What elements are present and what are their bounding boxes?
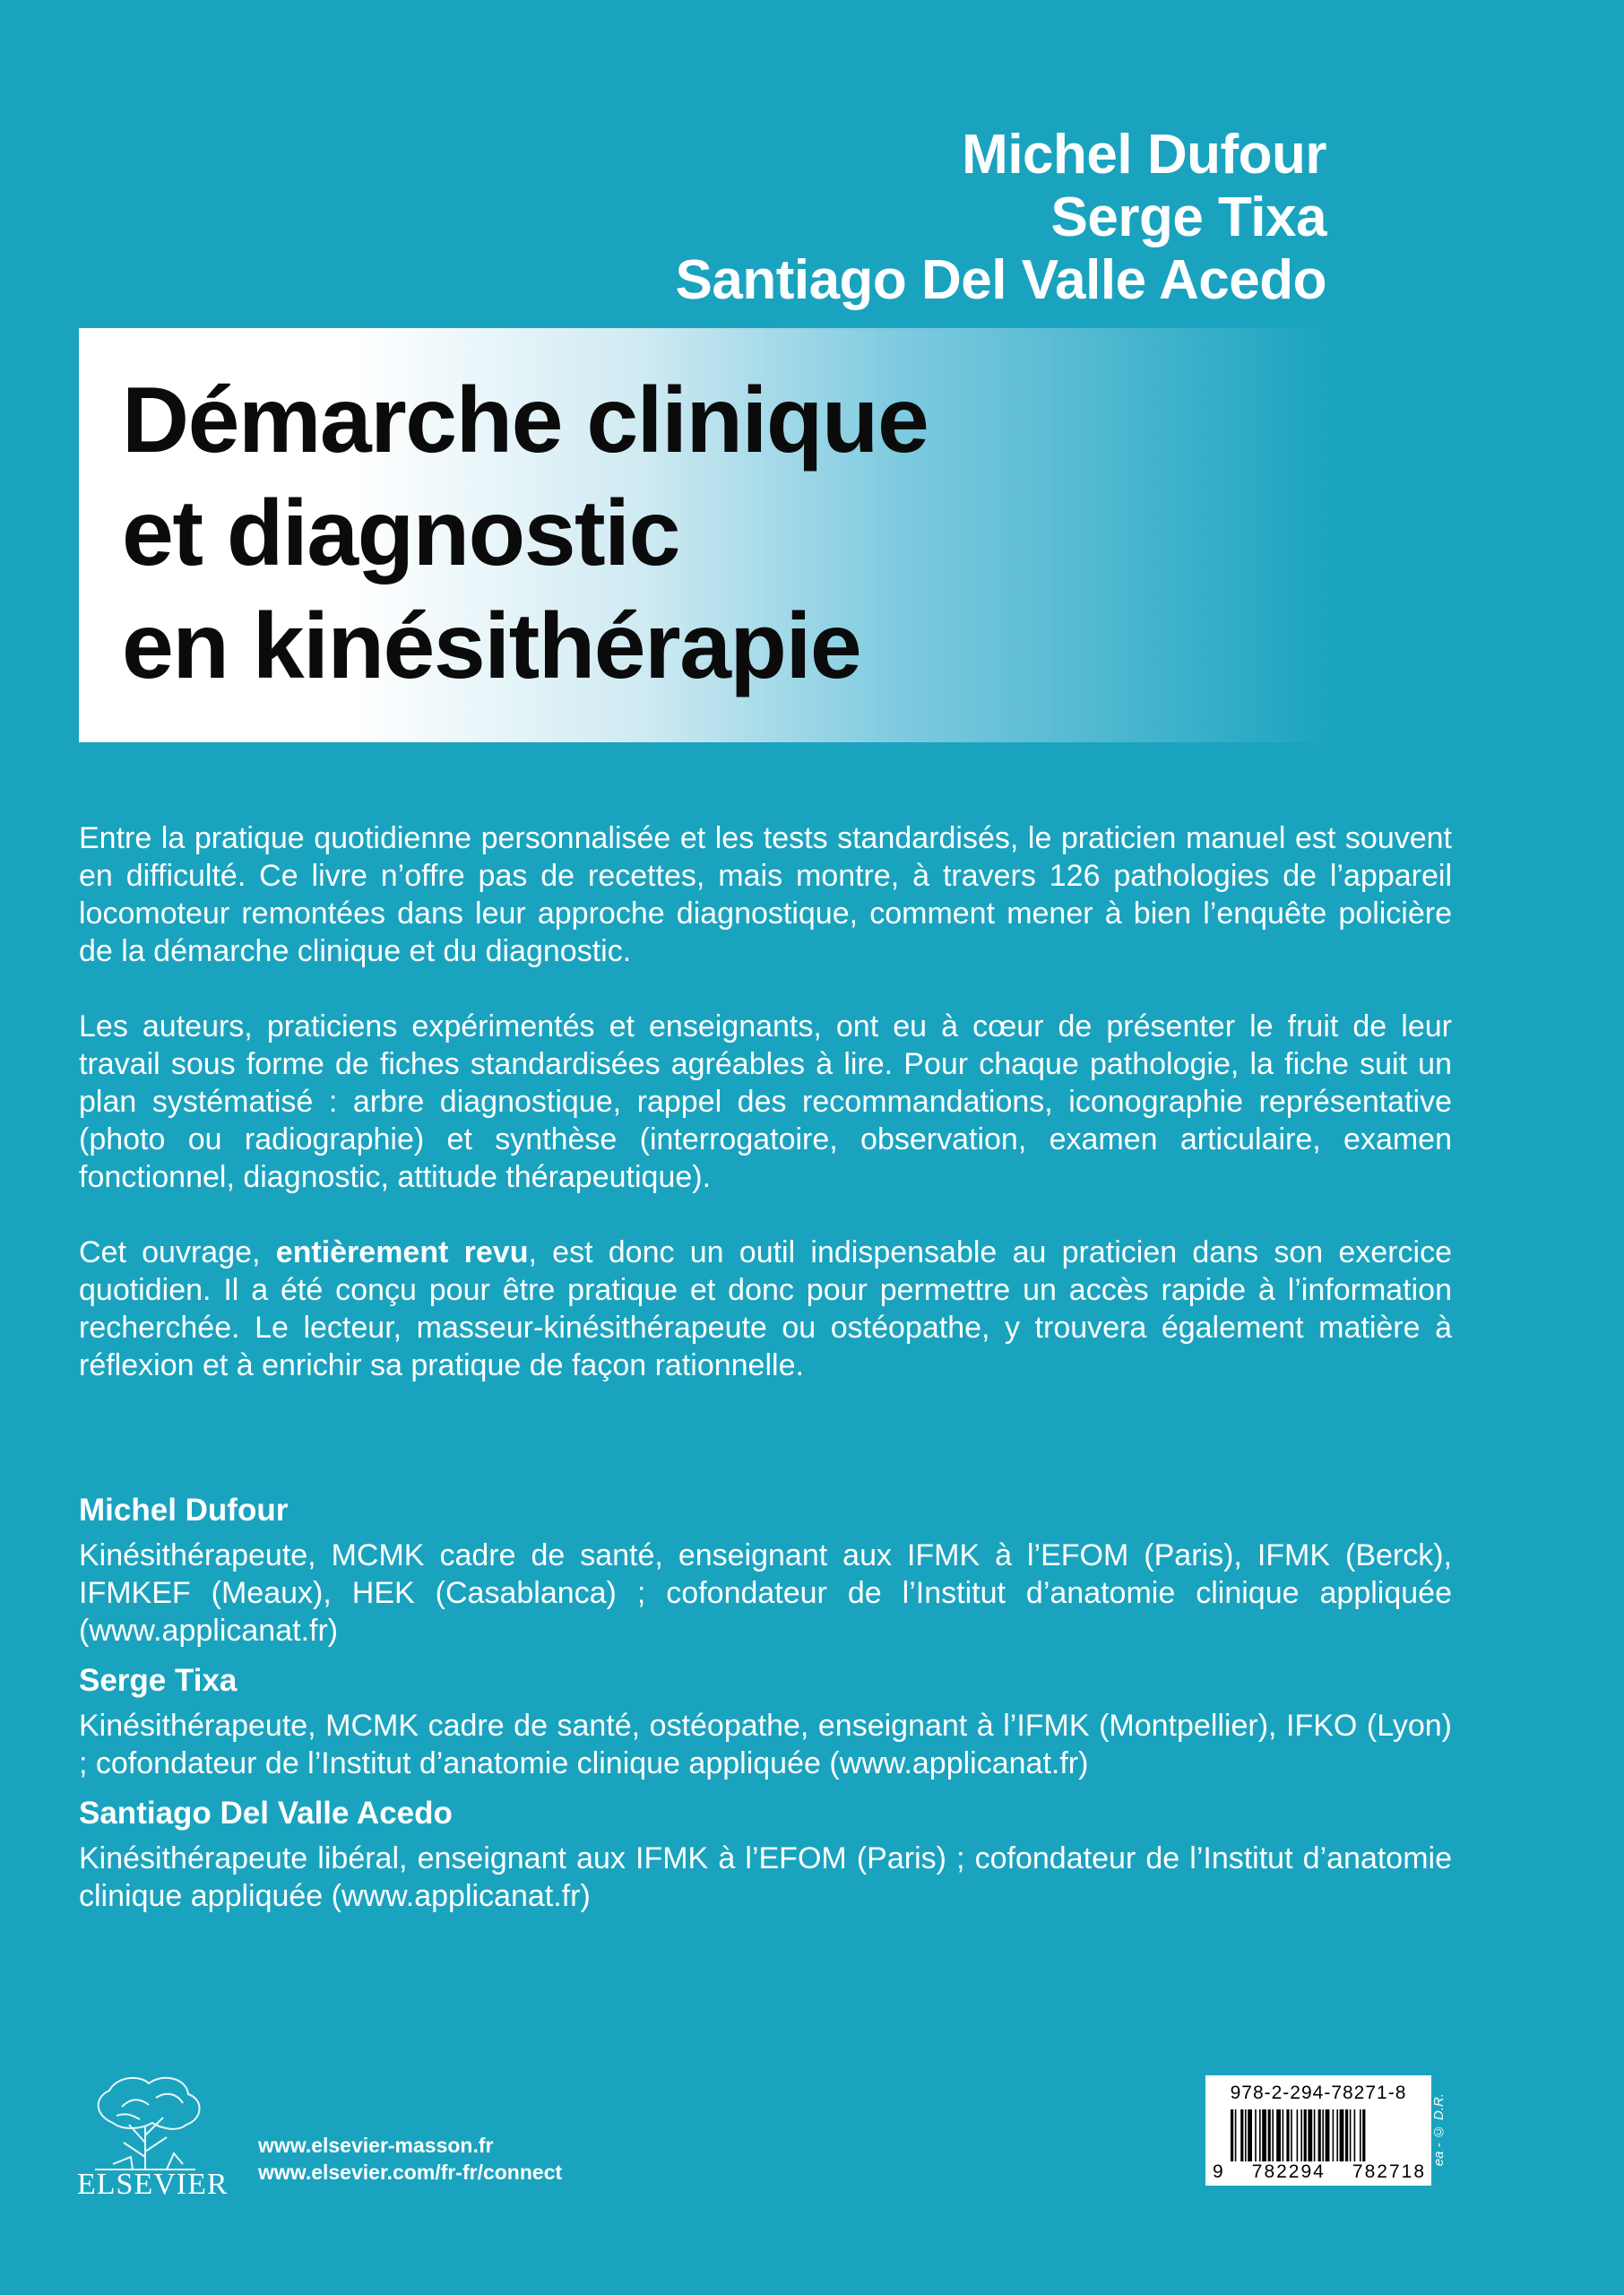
author-name: Santiago Del Valle Acedo [675,249,1326,311]
barcode-bar [1259,2109,1261,2161]
barcode-bar [1350,2109,1352,2161]
ean-left-group: 782294 [1251,2161,1326,2182]
ean-first-digit: 9 [1213,2161,1225,2182]
barcode-bar [1300,2109,1302,2161]
bio-name: Michel Dufour [79,1493,289,1528]
barcode-bar [1360,2109,1361,2161]
publisher-links [258,2132,562,2186]
book-title [122,364,928,703]
barcode-bar [1248,2109,1252,2161]
bio-text: Kinésithérapeute, MCMK cadre de santé, enseignant aux IFMK à l’EFOM (Paris), IFMK (Berck), IFMKEF (Meaux), HEK (Casablanca) ; cofondateur de l’Institut d’anatomie clinique appliquée (www.applicanat.fr) [79,1538,1452,1648]
barcode-bar [1286,2109,1289,2161]
barcode-bar [1345,2109,1348,2161]
barcode-bar [1333,2109,1335,2161]
author-bios [79,1492,1452,1927]
bio-entry [79,1492,1452,1650]
barcode-bar [1308,2109,1312,2161]
blurb-text: Cet ouvrage, [79,1235,276,1269]
barcode-bar [1245,2109,1247,2161]
elsevier-tree-logo [77,2071,213,2171]
ean-digits [1213,2161,1426,2183]
title-line: en kinésithérapie [122,594,861,698]
barcode-bars [1231,2109,1410,2161]
blurb-paragraph [79,1234,1452,1384]
barcode-bar [1240,2109,1243,2161]
barcode-bar [1354,2109,1356,2161]
ean-right-group: 782718 [1352,2161,1426,2182]
blurb-paragraph: Entre la pratique quotidienne personnalisée et les tests standardisés, le praticien manuel est souvent en difficulté. Ce livre n’offre pas de recettes, mais montre, à travers 126 pathologies de l’appareil locomoteur remontées dans leur approche diagnostique, comment mener à bien l’enquête policière de la démarche clinique et du diagnostic. [79,821,1452,968]
bio-name: Serge Tixa [79,1663,238,1698]
isbn-barcode [1205,2075,1431,2186]
bio-text: Kinésithérapeute libéral, enseignant aux IFMK à l’EFOM (Paris) ; cofondateur de l’Institut d’anatomie clinique appliquée (www.applicanat.fr) [79,1841,1452,1913]
isbn-number: 978-2-294-78271-8 [1230,2083,1407,2103]
barcode-bar [1318,2109,1321,2161]
back-cover-blurb [79,819,1452,1422]
barcode-bar [1340,2109,1344,2161]
publisher-link[interactable]: www.elsevier-masson.fr [258,2134,494,2157]
blurb-emphasis: entièrement revu [275,1235,529,1269]
barcode-bar [1314,2109,1316,2161]
barcode-bar [1336,2109,1338,2161]
cover-authors [676,124,1327,312]
blurb-paragraph: Les auteurs, praticiens expérimentés et enseignants, ont eu à cœur de présenter le fruit de leur travail sous forme de fiches standardisées agréables à lire. Pour chaque pathologie, la fiche suit un plan systématisé : arbre diagnostique, rappel des recommandations, iconographie représentative (photo ou radiographie) et synthèse (interrogatoire, observation, examen articulaire, examen fonctionnel, diagnostic, attitude thérapeutique). [79,1009,1452,1194]
barcode-bar [1322,2109,1324,2161]
barcode-bar [1255,2109,1257,2161]
barcode-bar [1268,2109,1271,2161]
author-name: Serge Tixa [1050,186,1326,248]
barcode-bar [1291,2109,1292,2161]
barcode-bar [1276,2109,1281,2161]
title-line: Démarche clinique [122,368,929,472]
barcode-bar [1304,2109,1307,2161]
barcode-bar [1262,2109,1266,2161]
blurb-text: , est donc un outil indispensable au praticien dans son exercice quotidien. Il a été conçu pour être pratique et donc pour permettre un accès rapide à l’information recherchée. Le lecteur, masseur-kinésithérapeute ou ostéopathe, y trouvera également matière à réflexion et à enrichir sa pratique de façon rationnelle. [79,1235,1452,1382]
publisher-link[interactable]: www.elsevier.com/fr-fr/connect [258,2161,563,2184]
bio-entry [79,1662,1452,1782]
barcode-bar [1297,2109,1299,2161]
bio-entry [79,1795,1452,1915]
barcode-bar [1272,2109,1274,2161]
bio-name: Santiago Del Valle Acedo [79,1796,453,1831]
barcode-bar [1231,2109,1233,2161]
barcode-bar [1235,2109,1237,2161]
author-name: Michel Dufour [962,124,1326,186]
elsevier-wordmark: ELSEVIER [77,2168,229,2201]
photo-credit: ea - © D.R. [1431,2093,1447,2167]
title-line: et diagnostic [122,481,679,585]
barcode-bar [1362,2109,1365,2161]
barcode-bar [1283,2109,1284,2161]
barcode-bar [1326,2109,1330,2161]
bio-text: Kinésithérapeute, MCMK cadre de santé, ostéopathe, enseignant à l’IFMK (Montpellier), IFKO (Lyon) ; cofondateur de l’Institut d’anatomie clinique appliquée (www.applicanat.fr) [79,1709,1452,1780]
